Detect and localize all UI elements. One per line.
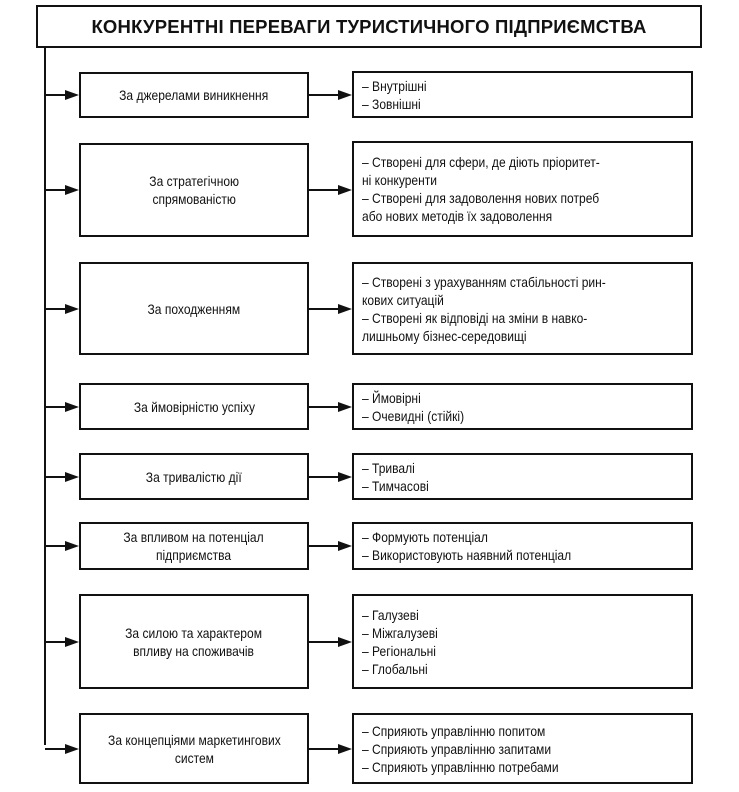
branch-connector-line xyxy=(45,406,67,408)
item-connector-line xyxy=(309,748,339,750)
item-connector-line xyxy=(309,476,339,478)
arrow-head-icon xyxy=(338,744,352,754)
arrow-head-icon xyxy=(65,472,79,482)
items-box xyxy=(352,453,693,500)
arrow-head-icon xyxy=(65,637,79,647)
category-box xyxy=(79,383,309,430)
category-label-line: За походженням xyxy=(147,300,241,317)
items-box xyxy=(352,383,693,430)
category-label xyxy=(119,86,268,104)
item-text: – Створені для сфери, де діють пріоритет- xyxy=(362,154,600,170)
category-label-line: За ймовірністю успіху xyxy=(133,398,255,415)
item-text: – Сприяють управлінню попитом xyxy=(362,722,546,739)
category-box xyxy=(79,262,309,355)
arrow-head-icon xyxy=(338,541,352,551)
category-box xyxy=(79,594,309,689)
arrow-head-icon xyxy=(65,402,79,412)
item-connector-line xyxy=(309,94,339,96)
item-text: – Очевидні (стійкі) xyxy=(362,407,465,424)
item-text: – Формують потенціал xyxy=(362,529,488,545)
arrow-head-icon xyxy=(338,472,352,482)
item-text: – Тривалі xyxy=(362,459,415,476)
items-box xyxy=(352,522,693,570)
branch-connector-line xyxy=(45,476,67,478)
item-connector-line xyxy=(309,545,339,547)
item-text: ні конкуренти xyxy=(362,172,437,188)
category-box xyxy=(79,522,309,570)
item-connector-line xyxy=(309,641,339,643)
item-connector-line xyxy=(309,308,339,310)
items-box xyxy=(352,713,693,784)
branch-connector-line xyxy=(45,545,67,547)
category-label-line: За стратегічною xyxy=(149,173,239,189)
item-text: – Тимчасові xyxy=(362,477,429,494)
category-label xyxy=(148,300,241,318)
branch-connector-line xyxy=(45,748,67,750)
category-label xyxy=(126,624,263,660)
item-text: – Зовнішні xyxy=(362,95,421,112)
arrow-head-icon xyxy=(338,90,352,100)
item-text: – Галузеві xyxy=(362,606,419,623)
category-label xyxy=(108,731,281,767)
arrow-head-icon xyxy=(338,637,352,647)
arrow-head-icon xyxy=(338,402,352,412)
arrow-head-icon xyxy=(65,304,79,314)
item-text: – Створені як відповіді на зміни в навко- xyxy=(362,309,588,326)
item-text: кових ситуацій xyxy=(362,291,444,308)
category-label-line: За впливом на потенціал xyxy=(123,529,265,545)
items-box xyxy=(352,71,693,118)
category-box xyxy=(79,713,309,784)
item-text: – Створені для задоволення нових потреб xyxy=(362,190,600,206)
item-text: лишньому бізнес-середовищі xyxy=(362,327,527,344)
arrow-head-icon xyxy=(65,185,79,195)
item-text: – Сприяють управлінню потребами xyxy=(362,758,559,775)
item-text: – Міжгалузеві xyxy=(362,624,438,641)
item-text: – Внутрішні xyxy=(362,77,427,94)
branch-connector-line xyxy=(45,94,67,96)
item-text: – Створені з урахуванням стабільності рин- xyxy=(362,273,606,290)
branch-connector-line xyxy=(45,308,67,310)
branch-connector-line xyxy=(45,641,67,643)
category-label-line: За джерелами виникнення xyxy=(119,87,269,103)
category-label xyxy=(133,398,254,416)
branch-connector-line xyxy=(45,189,67,191)
category-label-line: спрямованістю xyxy=(152,191,236,207)
category-label-line: За тривалістю дії xyxy=(146,468,242,485)
diagram-title: КОНКУРЕНТНІ ПЕРЕВАГИ ТУРИСТИЧНОГО ПІДПРИЄМСТВА xyxy=(91,15,647,37)
category-label xyxy=(146,468,242,486)
item-text: – Регіональні xyxy=(362,642,436,659)
arrow-head-icon xyxy=(65,90,79,100)
arrow-head-icon xyxy=(65,541,79,551)
items-box xyxy=(352,141,693,237)
arrow-head-icon xyxy=(65,744,79,754)
category-box xyxy=(79,453,309,500)
category-label-line: За концепціями маркетингових xyxy=(107,731,281,748)
item-text: – Використовують наявний потенціал xyxy=(362,547,572,563)
category-label-line: впливу на споживачів xyxy=(133,642,255,659)
category-label xyxy=(124,528,264,564)
item-text: – Ймовірні xyxy=(362,389,421,406)
item-connector-line xyxy=(309,406,339,408)
category-label xyxy=(149,172,239,208)
category-box xyxy=(79,143,309,237)
item-text: – Сприяють управлінню запитами xyxy=(362,740,552,757)
arrow-head-icon xyxy=(338,185,352,195)
diagram-title-box xyxy=(36,5,702,48)
items-box xyxy=(352,594,693,689)
item-text: або нових методів їх задоволення xyxy=(362,208,553,224)
category-label-line: За силою та характером xyxy=(125,624,263,641)
arrow-head-icon xyxy=(338,304,352,314)
items-box xyxy=(352,262,693,355)
category-box xyxy=(79,72,309,118)
category-label-line: підприємства xyxy=(156,547,232,563)
item-text: – Глобальні xyxy=(362,660,428,677)
category-label-line: систем xyxy=(174,749,214,766)
item-connector-line xyxy=(309,189,339,191)
